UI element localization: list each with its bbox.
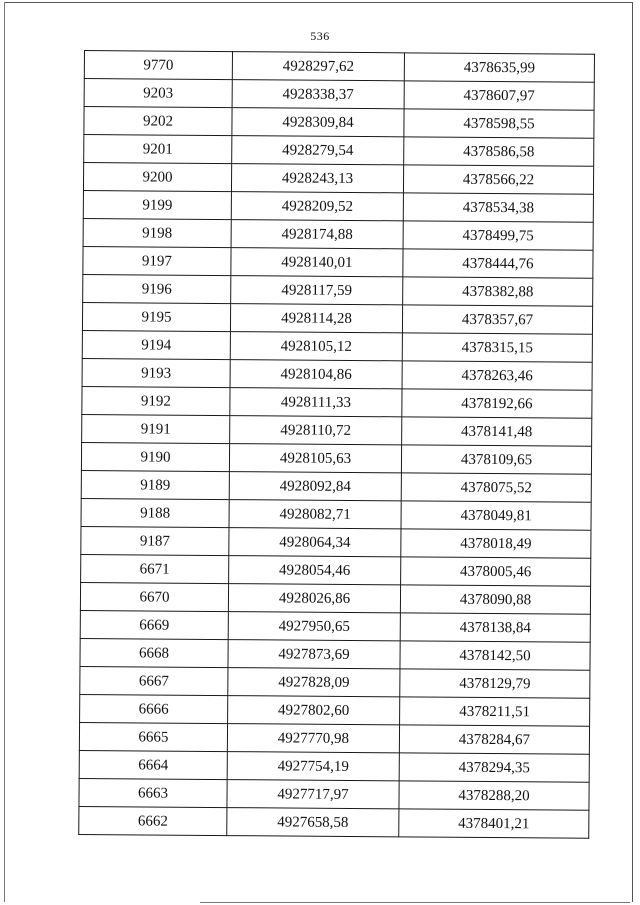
point-number-cell: 6669 — [80, 610, 228, 639]
point-number-cell: 6662 — [79, 806, 227, 835]
y-coordinate-cell: 4378382,88 — [403, 277, 593, 306]
coordinates-table — [78, 50, 595, 839]
y-coordinate-cell: 4378049,81 — [401, 501, 591, 530]
y-coordinate-cell: 4378211,51 — [400, 697, 590, 726]
y-coordinate-cell: 4378566,22 — [403, 165, 593, 194]
table-row — [82, 414, 592, 446]
y-coordinate-cell: 4378005,46 — [401, 557, 591, 586]
x-coordinate-cell: 4928082,71 — [229, 500, 401, 529]
x-coordinate-cell: 4928104,86 — [230, 360, 402, 389]
y-coordinate-cell: 4378129,79 — [400, 669, 590, 698]
table-row — [81, 470, 591, 502]
table-row — [83, 246, 593, 278]
point-number-cell: 6663 — [79, 778, 227, 807]
y-coordinate-cell: 4378284,67 — [399, 725, 589, 754]
point-number-cell: 9197 — [83, 246, 231, 275]
table-row — [80, 582, 590, 614]
table-row — [83, 218, 593, 250]
x-coordinate-cell: 4928117,59 — [231, 276, 403, 305]
table-row — [82, 302, 592, 334]
point-number-cell: 6667 — [80, 666, 228, 695]
x-coordinate-cell: 4928110,72 — [230, 416, 402, 445]
table-row — [80, 638, 590, 670]
y-coordinate-cell: 4378141,48 — [402, 417, 592, 446]
x-coordinate-cell: 4928092,84 — [229, 472, 401, 501]
x-coordinate-cell: 4928064,34 — [229, 528, 401, 557]
table-row — [81, 554, 591, 586]
point-number-cell: 6665 — [79, 722, 227, 751]
table-row — [84, 135, 594, 167]
x-coordinate-cell: 4928111,33 — [230, 388, 402, 417]
table-row — [81, 442, 591, 474]
x-coordinate-cell: 4928338,37 — [232, 80, 404, 109]
table-row — [83, 163, 593, 195]
x-coordinate-cell: 4928105,12 — [230, 332, 402, 361]
scan-edge-top — [4, 2, 632, 3]
y-coordinate-cell: 4378018,49 — [401, 529, 591, 558]
table-row — [82, 386, 592, 418]
y-coordinate-cell: 4378288,20 — [399, 781, 589, 810]
x-coordinate-cell: 4927828,09 — [228, 668, 400, 697]
table-row — [83, 190, 593, 222]
point-number-cell: 6670 — [80, 582, 228, 611]
scan-edge-bottom — [200, 902, 630, 903]
table-row — [83, 274, 593, 306]
y-coordinate-cell: 4378075,52 — [401, 473, 591, 502]
table-row — [84, 79, 594, 111]
table-row — [79, 778, 589, 810]
point-number-cell: 9188 — [81, 498, 229, 527]
point-number-cell: 9196 — [83, 274, 231, 303]
x-coordinate-cell: 4927802,60 — [228, 696, 400, 725]
table-row — [79, 806, 589, 838]
y-coordinate-cell: 4378586,58 — [404, 137, 594, 166]
y-coordinate-cell: 4378294,35 — [399, 753, 589, 782]
point-number-cell: 9770 — [84, 51, 232, 80]
y-coordinate-cell: 4378499,75 — [403, 221, 593, 250]
point-number-cell: 9189 — [81, 470, 229, 499]
x-coordinate-cell: 4928114,28 — [230, 304, 402, 333]
y-coordinate-cell: 4378263,46 — [402, 361, 592, 390]
x-coordinate-cell: 4927950,65 — [228, 612, 400, 641]
x-coordinate-cell: 4928105,63 — [229, 444, 401, 473]
table-row — [82, 358, 592, 390]
point-number-cell: 9200 — [83, 163, 231, 192]
point-number-cell: 9187 — [81, 526, 229, 555]
table-row — [80, 610, 590, 642]
point-number-cell: 9198 — [83, 218, 231, 247]
x-coordinate-cell: 4927717,97 — [227, 780, 399, 809]
y-coordinate-cell: 4378192,66 — [402, 389, 592, 418]
scan-edge-right — [632, 2, 633, 902]
point-number-cell: 6666 — [80, 694, 228, 723]
y-coordinate-cell: 4378444,76 — [403, 249, 593, 278]
y-coordinate-cell: 4378315,15 — [402, 333, 592, 362]
point-number-cell: 9194 — [82, 330, 230, 359]
point-number-cell: 9199 — [83, 190, 231, 219]
table-row — [81, 526, 591, 558]
x-coordinate-cell: 4928297,62 — [232, 52, 404, 81]
table-row — [82, 330, 592, 362]
y-coordinate-cell: 4378401,21 — [399, 809, 589, 838]
table-row — [81, 498, 591, 530]
point-number-cell: 9190 — [81, 442, 229, 471]
page-number: 536 — [310, 29, 330, 43]
table-row — [79, 722, 589, 754]
y-coordinate-cell: 4378598,55 — [404, 109, 594, 138]
point-number-cell: 9201 — [84, 135, 232, 164]
table-row — [84, 107, 594, 139]
point-number-cell: 9195 — [82, 302, 230, 331]
point-number-cell: 9203 — [84, 79, 232, 108]
x-coordinate-cell: 4927770,98 — [227, 724, 399, 753]
x-coordinate-cell: 4928243,13 — [231, 164, 403, 193]
scan-edge-left — [4, 2, 5, 902]
point-number-cell: 6664 — [79, 750, 227, 779]
x-coordinate-cell: 4928054,46 — [229, 556, 401, 585]
x-coordinate-cell: 4928140,01 — [231, 248, 403, 277]
point-number-cell: 6668 — [80, 638, 228, 667]
y-coordinate-cell: 4378138,84 — [400, 613, 590, 642]
y-coordinate-cell: 4378142,50 — [400, 641, 590, 670]
point-number-cell: 9193 — [82, 358, 230, 387]
x-coordinate-cell: 4928279,54 — [232, 136, 404, 165]
y-coordinate-cell: 4378090,88 — [400, 585, 590, 614]
point-number-cell: 9192 — [82, 386, 230, 415]
y-coordinate-cell: 4378357,67 — [402, 305, 592, 334]
point-number-cell: 6671 — [81, 554, 229, 583]
y-coordinate-cell: 4378607,97 — [404, 81, 594, 110]
table-row — [79, 750, 589, 782]
x-coordinate-cell: 4928026,86 — [228, 584, 400, 613]
y-coordinate-cell: 4378534,38 — [403, 193, 593, 222]
table-row — [80, 694, 590, 726]
table-row — [84, 51, 594, 83]
y-coordinate-cell: 4378109,65 — [401, 445, 591, 474]
x-coordinate-cell: 4928174,88 — [231, 220, 403, 249]
y-coordinate-cell: 4378635,99 — [404, 53, 594, 82]
point-number-cell: 9202 — [84, 107, 232, 136]
x-coordinate-cell: 4927658,58 — [227, 808, 399, 837]
x-coordinate-cell: 4928309,84 — [232, 108, 404, 137]
point-number-cell: 9191 — [82, 414, 230, 443]
coordinates-table-body — [79, 51, 595, 839]
x-coordinate-cell: 4928209,52 — [231, 192, 403, 221]
x-coordinate-cell: 4927754,19 — [227, 752, 399, 781]
x-coordinate-cell: 4927873,69 — [228, 640, 400, 669]
table-row — [80, 666, 590, 698]
